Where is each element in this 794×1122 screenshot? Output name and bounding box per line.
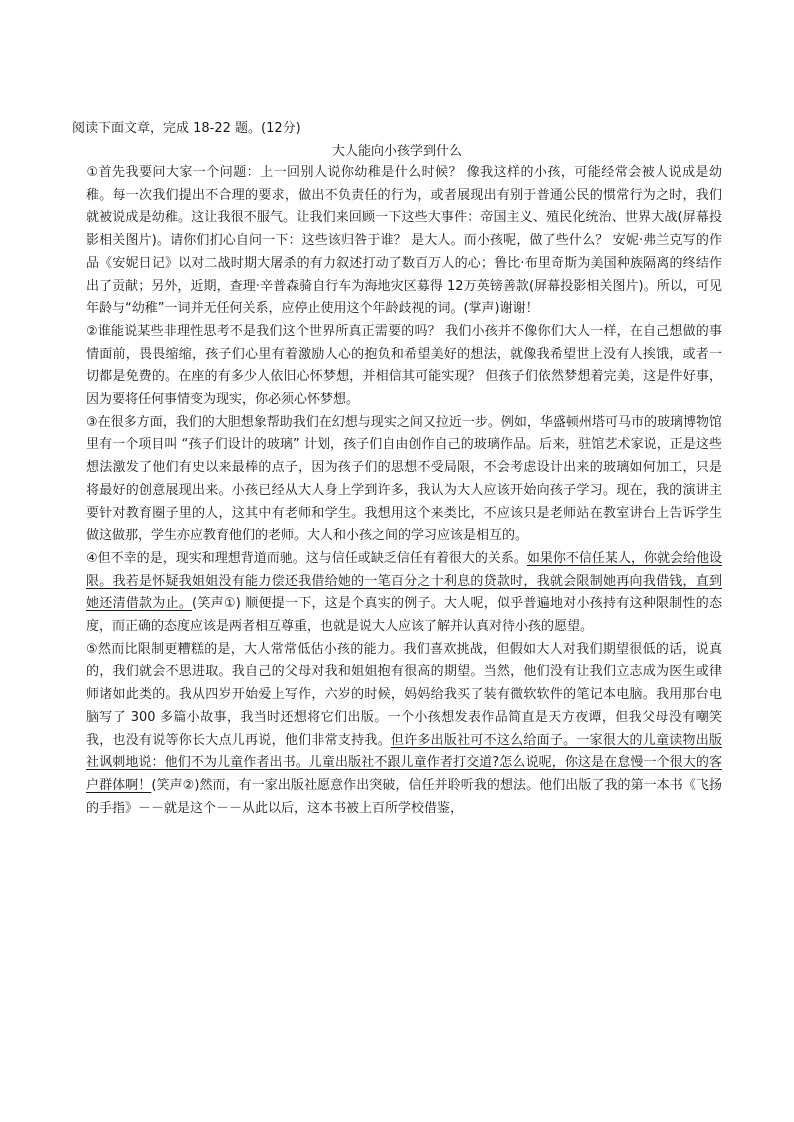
paragraph-text: ③在很多方面，我们的大胆想象帮助我们在幻想与现实之间又拉近一步。例如，华盛顿州塔可马市的玻璃博物馆里有一个项目叫 “孩子们设计的玻璃” 计划，孩子们自由创作自己的玻璃作品。后来，驻馆艺术家说，正是这些想法激发了他们有史以来最棒的点子，因为孩子们的思想不受局限，不会考虑设计出来的玻璃如何加工，只是将最好的创意展现出来。小孩已经从大人身上学到许多，我认为大人应该开始向孩子学习。现在，我的演讲主要针对教育圈子里的人，这其中有老师和学生。我想用这个来类比，不应该只是老师站在教室讲台上告诉学生做这做那，学生亦应教育他们的老师。大人和小孩之间的学习应该是相互的。 — [86, 414, 722, 544]
article-body — [86, 162, 722, 820]
paragraph-text: (笑声②)然而，有一家出版社愿意作出突破，信任并聆听我的想法。他们出版了我的第一本书《飞扬的手指》－－就是这个－－从此以后，这本书被上百所学校借鉴， — [86, 777, 722, 816]
underlined-sentence: 但许多出版社可不这么给面子。一家很大的儿童读物出版社讽刺地说：他们不为儿童作者出书。儿童出版社不跟儿童作者打交道?怎么说呢，你这是在怠慢一个很大的客户群体啊！ — [86, 732, 722, 793]
paragraph-2 — [86, 321, 722, 412]
paragraph-text: ⑤然而比限制更糟糕的是，大人常常低估小孩的能力。我们喜欢挑战，但假如大人对我们期望很低的话，说真的，我们就会不思进取。我自己的父母对我和姐姐抱有很高的期望。当然，他们没有让我们立志成为医生或律师诸如此类的。我从四岁开始爱上写作，六岁的时候，妈妈给我买了装有微软软件的笔记本电脑。我用那台电脑写了 300 多篇小故事，我当时还想将它们出版。一个小孩想发表作品简直是天方夜谭，但我父母没有嘲笑我，也没有说等你长大点儿再说，他们非常支持我。 — [86, 641, 722, 748]
reading-instruction: 阅读下面文章，完成 18-22 题。(12分) — [72, 121, 301, 136]
paragraph-text: ①首先我要问大家一个问题：上一回别人说你幼稚是什么时候？ 像我这样的小孩，可能经常会被人说成是幼稚。每一次我们提出不合理的要求，做出不负责任的行为，或者展现出有别于普通公民的惯常行为之时，我们就被说成是幼稚。这让我很不服气。让我们来回顾一下这些大事件：帝国主义、殖民化统治、世界大战(屏幕投影相关图片)。请你们扪心自问一下：这些该归咎于谁？ 是大人。而小孩呢，做了些什么？ 安妮·弗兰克写的作品《安妮日记》以对二战时期大屠杀的有力叙述打动了数百万人的心；鲁比·布里奇斯为美国种族隔离的终结作出了贡献；另外，近期，查理·辛普森骑自行车为海地灾区募得 12万英镑善款(屏幕投影相关图片)。所以，可见年龄与“幼稚”一词并无任何关系，应停止使用这个年龄歧视的词。(掌声)谢谢！ — [86, 165, 722, 317]
paragraph-4 — [86, 548, 722, 639]
article-title: 大人能向小孩学到什么 — [331, 144, 462, 159]
paragraph-1 — [86, 162, 722, 321]
paragraph-text: (笑声①) 顺便提一下，这是个真实的例子。大人呢，似乎普遍地对小孩持有这种限制性的态度，而正确的态度应该是两者相互尊重，也就是说大人应该了解并认真对待小孩的愿望。 — [86, 596, 722, 635]
paragraph-text: ②谁能说某些非理性思考不是我们这个世界所真正需要的吗？ 我们小孩并不像你们大人一样，在自己想做的事情面前，畏畏缩缩，孩子们心里有着激励人心的抱负和希望美好的想法，就像我希望世上没有人挨饿，或者一切都是免费的。在座的有多少人依旧心怀梦想，并相信其可能实现？ 但孩子们依然梦想着完美，这是件好事，因为要将任何事情变为现实，你必须心怀梦想。 — [86, 323, 722, 408]
underlined-sentence: 如果你不信任某人，你就会给他设限。我若是怀疑我姐姐没有能力偿还我借给她的一笔百分之十利息的贷款时，我就会限制她再向我借钱，直到她还清借款为止。 — [86, 550, 722, 612]
paragraph-5 — [86, 639, 722, 821]
paragraph-3 — [86, 412, 722, 548]
paragraph-text: ④但不幸的是，现实和理想背道而驰。这与信任或缺乏信任有着很大的关系。 — [86, 550, 527, 566]
